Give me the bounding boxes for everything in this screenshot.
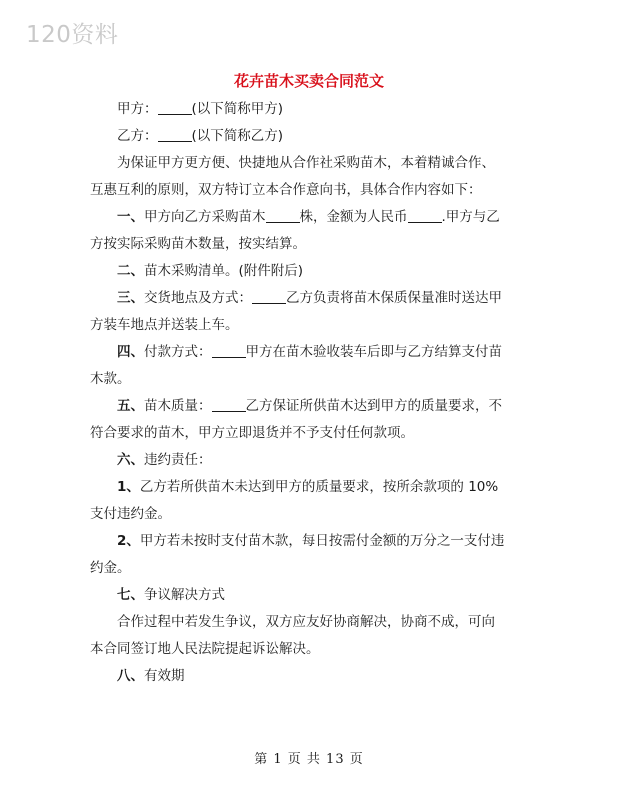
clause-7-number: 七、 (117, 587, 144, 603)
intro-line-2: 互惠互利的原则，双方特订立本合作意向书，具体合作内容如下： (90, 182, 482, 198)
clause-6-item-1-number: 1、 (117, 479, 140, 495)
clause-4-blank (212, 343, 246, 358)
intro-line-1: 为保证甲方更方便、快捷地从合作社采购苗木，本着精诚合作、 (117, 155, 495, 171)
clause-3-number: 三、 (117, 290, 144, 306)
clause-5-line-2: 符合要求的苗木，甲方立即退货并不予支付任何款项。 (90, 425, 414, 441)
clause-6-text: 违约责任： (144, 452, 212, 468)
clause-1-blank-qty (266, 208, 300, 223)
clause-7-line (90, 582, 530, 609)
clause-6-item-1-text: 乙方若所供苗木未达到甲方的质量要求，按所余款项的 10% (139, 479, 499, 495)
clause-3-line-1 (90, 285, 530, 312)
clause-1-line-1 (90, 204, 530, 231)
clause-6-line (90, 447, 530, 474)
clause-4-number: 四、 (117, 344, 144, 360)
clause-6-number: 六、 (117, 452, 144, 468)
party-a-line (90, 96, 530, 123)
clause-5-blank (212, 397, 246, 412)
clause-1-text-b: 株，金额为人民币 (299, 209, 408, 225)
clause-2-text: 苗木采购清单。(附件附后) (144, 263, 304, 279)
clause-7-body-line-1: 合作过程中若发生争议，双方应友好协商解决，协商不成，可向 (117, 614, 495, 630)
clause-1-text-c: .甲方与乙 (441, 209, 500, 225)
clause-6-item-2-line-2: 约金。 (90, 560, 131, 576)
clause-6-item-1-line-1 (90, 474, 530, 501)
clause-3-blank (252, 289, 286, 304)
clause-1-line-2: 方按实际采购苗木数量，按实结算。 (90, 236, 306, 252)
clause-4-line-2: 木款。 (90, 371, 131, 387)
clause-7-text: 争议解决方式 (144, 587, 225, 603)
party-b-blank (158, 127, 192, 142)
party-a-suffix: (以下简称甲方) (191, 101, 284, 117)
document-body (90, 96, 530, 690)
clause-5-text-b: 乙方保证所供苗木达到甲方的质量要求，不 (245, 398, 502, 414)
clause-8-text: 有效期 (144, 668, 185, 684)
party-b-label: 乙方： (117, 128, 158, 144)
clause-3-text-b: 乙方负责将苗木保质保量准时送达甲 (286, 290, 502, 306)
clause-6-item-1-line-2: 支付违约金。 (90, 506, 171, 522)
clause-6-item-2-line-1 (90, 528, 530, 555)
party-a-blank (158, 100, 192, 115)
clause-6-item-2-text: 甲方若未按时支付苗木款，每日按需付金额的万分之一支付违 (139, 533, 505, 549)
clause-8-number: 八、 (117, 668, 144, 684)
clause-1-blank-amount (408, 208, 442, 223)
clause-8-line (90, 663, 530, 690)
clause-5-number: 五、 (117, 398, 144, 414)
party-a-label: 甲方： (117, 101, 158, 117)
party-b-line (90, 123, 530, 150)
watermark-logo: 120资料 (26, 22, 119, 48)
page-footer: 第 1 页 共 13 页 (254, 752, 364, 767)
clause-1-number: 一、 (117, 209, 144, 225)
clause-5-text-a: 苗木质量： (144, 398, 212, 414)
clause-5-line-1 (90, 393, 530, 420)
clause-1-text-a: 甲方向乙方采购苗木 (144, 209, 266, 225)
clause-3-text-a: 交货地点及方式： (144, 290, 252, 306)
clause-7-body-line-2: 本合同签订地人民法院提起诉讼解决。 (90, 641, 320, 657)
party-b-suffix: (以下简称乙方) (191, 128, 284, 144)
document-title: 花卉苗木买卖合同范文 (233, 72, 384, 90)
clause-4-text-a: 付款方式： (144, 344, 212, 360)
clause-4-line-1 (90, 339, 530, 366)
clause-4-text-b: 甲方在苗木验收装车后即与乙方结算支付苗 (245, 344, 502, 360)
clause-2-line (90, 258, 530, 285)
clause-2-number: 二、 (117, 263, 144, 279)
clause-6-item-2-number: 2、 (117, 533, 140, 549)
clause-3-line-2: 方装车地点并送装上车。 (90, 317, 239, 333)
